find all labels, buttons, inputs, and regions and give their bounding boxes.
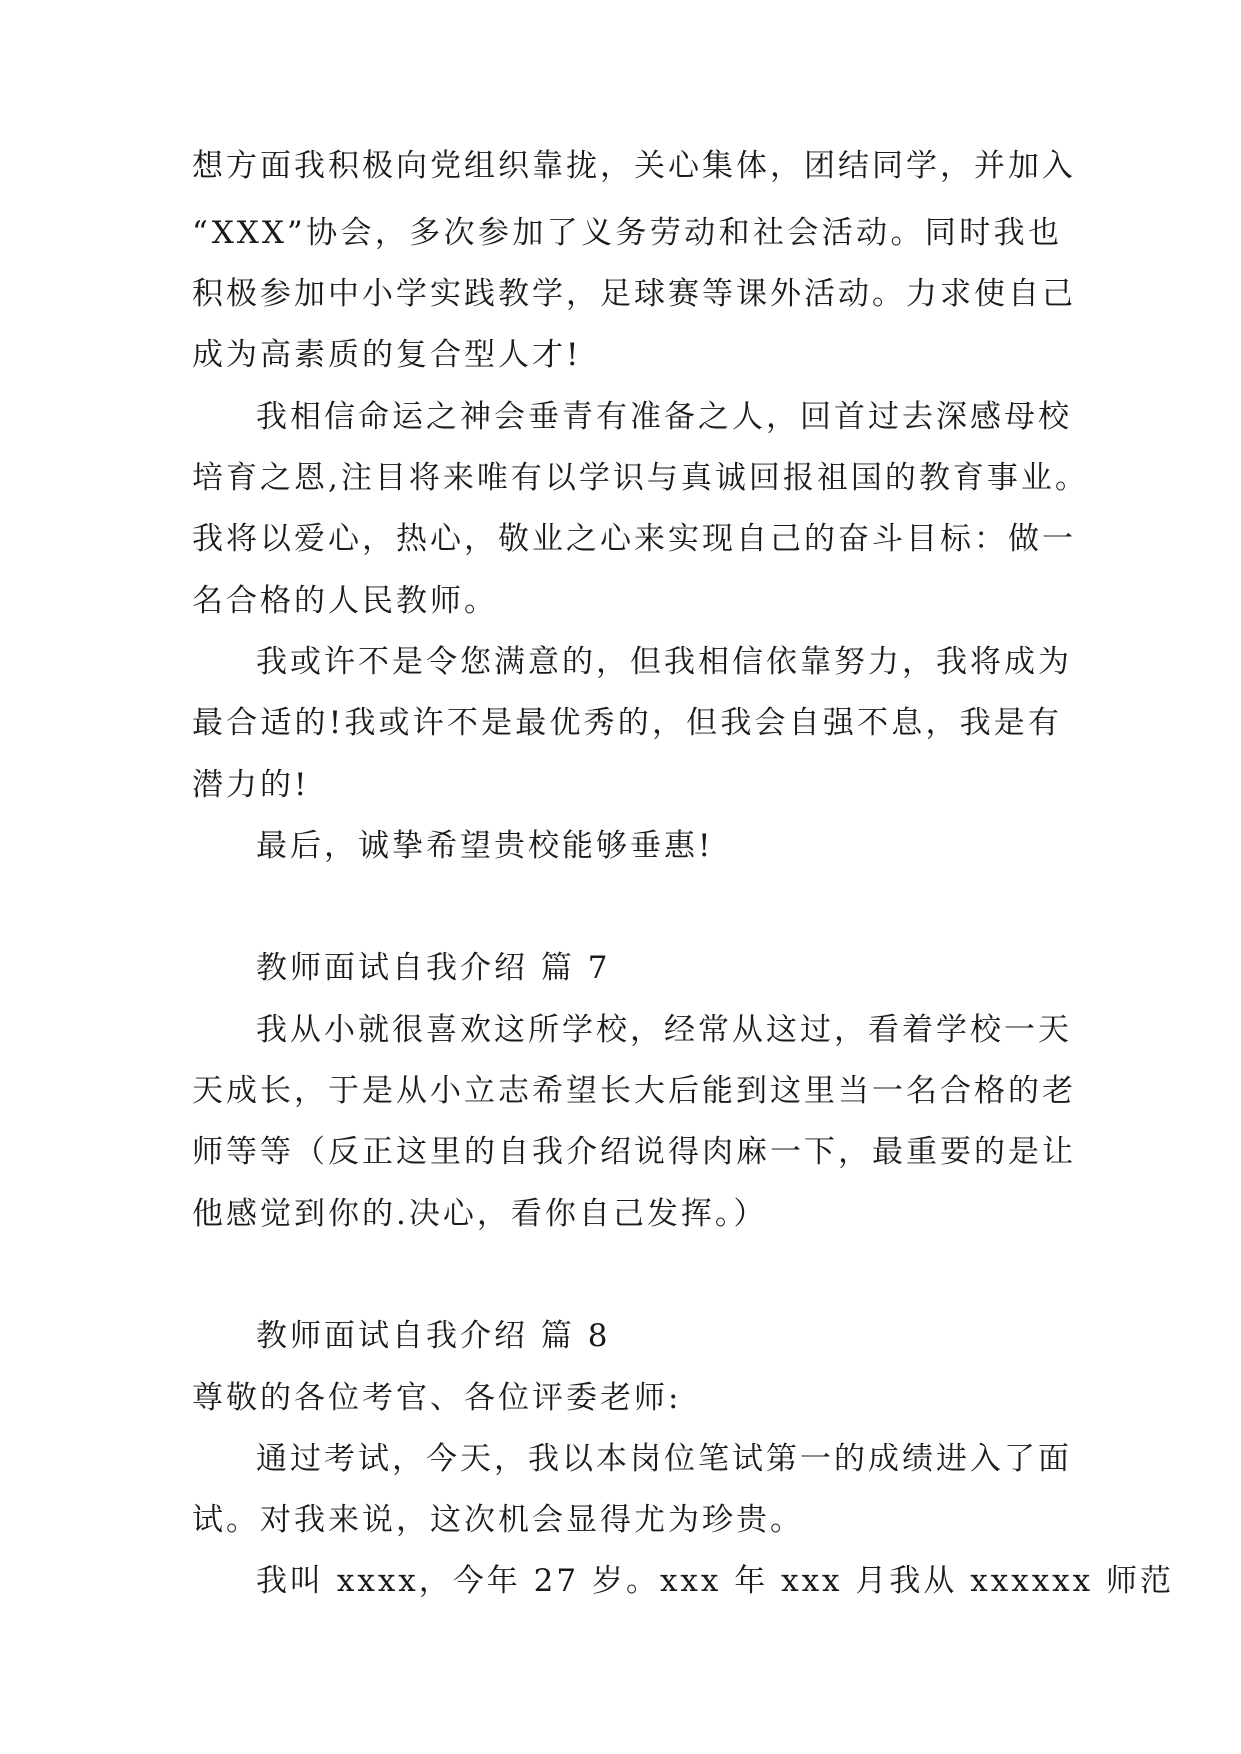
- text-line: 试。对我来说，这次机会显得尤为珍贵。: [192, 1502, 804, 1538]
- text-line: 我叫 xxxx，今年 27 岁。xxx 年 xxx 月我从 xxxxxx 师范: [256, 1563, 1175, 1599]
- text-line: 师等等（反正这里的自我介绍说得肉麻一下，最重要的是让: [192, 1134, 1076, 1170]
- text-line: 最后，诚挚希望贵校能够垂惠!: [256, 828, 714, 864]
- text-line: 他感觉到你的.决心，看你自己发挥。）: [192, 1196, 768, 1232]
- section-heading: 教师面试自我介绍 篇 8: [256, 1318, 611, 1354]
- text-line: 积极参加中小学实践教学，足球赛等课外活动。力求使自己: [192, 276, 1076, 312]
- text-line: 我从小就很喜欢这所学校，经常从这过，看着学校一天: [256, 1012, 1072, 1048]
- text-line: 成为高素质的复合型人才!: [192, 337, 582, 373]
- text-line: 培育之恩,注目将来唯有以学识与真诚回报祖国的教育事业。: [192, 460, 1089, 496]
- text-line: 我或许不是令您满意的，但我相信依靠努力，我将成为: [256, 644, 1072, 680]
- text-line: 我相信命运之神会垂青有准备之人，回首过去深感母校: [256, 399, 1072, 435]
- text-line: 想方面我积极向党组织靠拢，关心集体，团结同学，并加入: [192, 148, 1076, 184]
- text-line: 最合适的!我或许不是最优秀的，但我会自强不息，我是有: [192, 705, 1062, 741]
- salutation: 尊敬的各位考官、各位评委老师:: [192, 1380, 682, 1416]
- text-line: “XXX”协会，多次参加了义务劳动和社会活动。同时我也: [192, 215, 1062, 251]
- text-line: 潜力的!: [192, 767, 310, 803]
- text-line: 天成长，于是从小立志希望长大后能到这里当一名合格的老: [192, 1073, 1076, 1109]
- section-heading: 教师面试自我介绍 篇 7: [256, 950, 611, 986]
- text-line: 名合格的人民教师。: [192, 583, 498, 619]
- text-line: 通过考试，今天，我以本岗位笔试第一的成绩进入了面: [256, 1441, 1072, 1477]
- text-line: 我将以爱心，热心，敬业之心来实现自己的奋斗目标：做一: [192, 521, 1076, 557]
